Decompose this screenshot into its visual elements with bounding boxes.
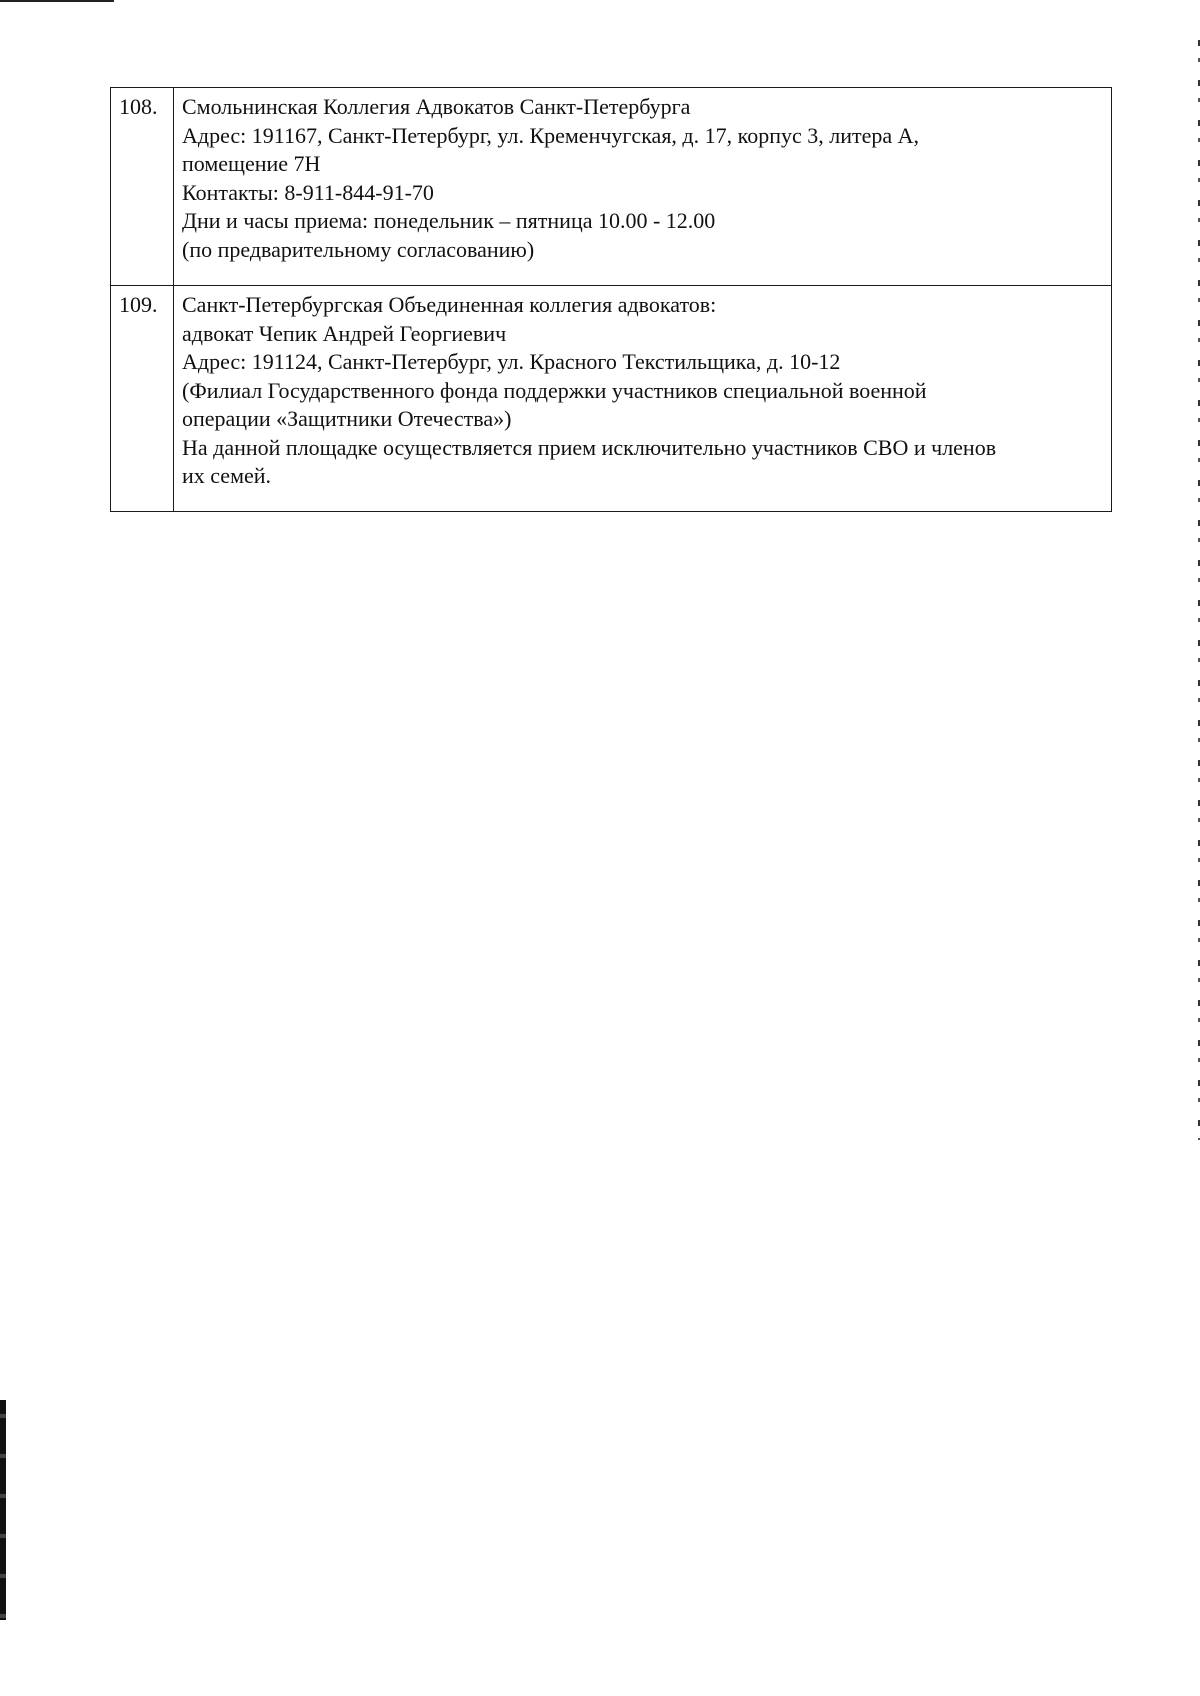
entry-details: [174, 88, 1112, 286]
legal-aid-table: [110, 87, 1112, 512]
entry-address: Адрес: 191124, Санкт-Петербург, ул. Красного Текстильщика, д. 10-12: [182, 349, 841, 374]
entry-address-cont: помещение 7Н: [182, 151, 321, 176]
entry-branch-cont: операции «Защитники Отечества»): [182, 406, 512, 431]
entry-number: 109.: [111, 286, 174, 512]
scan-artifact-left-edge: [0, 1400, 6, 1620]
entry-details: [174, 286, 1112, 512]
entry-contacts: Контакты: 8-911-844-91-70: [182, 179, 434, 205]
entry-branch: (Филиал Государственного фонда поддержки участников специальной военной: [182, 377, 927, 403]
entry-note: (по предварительному согласованию): [182, 236, 535, 262]
table-row: [111, 88, 1112, 286]
entry-note-cont: их семей.: [182, 463, 272, 488]
entry-number: 108.: [111, 88, 174, 286]
entry-note: На данной площадке осуществляется прием исключительно участников СВО и членов: [182, 434, 997, 460]
entry-organization: Санкт-Петербургская Объединенная коллегия адвокатов:: [182, 292, 717, 317]
entry-lawyer: адвокат Чепик Андрей Георгиевич: [182, 320, 507, 346]
entry-address: Адрес: 191167, Санкт-Петербург, ул. Кременчугская, д. 17, корпус 3, литера А,: [182, 122, 920, 148]
entry-organization: Смольнинская Коллегия Адвокатов Санкт-Петербурга: [182, 94, 691, 119]
scan-artifact-top: [0, 0, 114, 2]
entry-hours: Дни и часы приема: понедельник – пятница 10.00 - 12.00: [182, 208, 716, 233]
table-row: [111, 286, 1112, 512]
